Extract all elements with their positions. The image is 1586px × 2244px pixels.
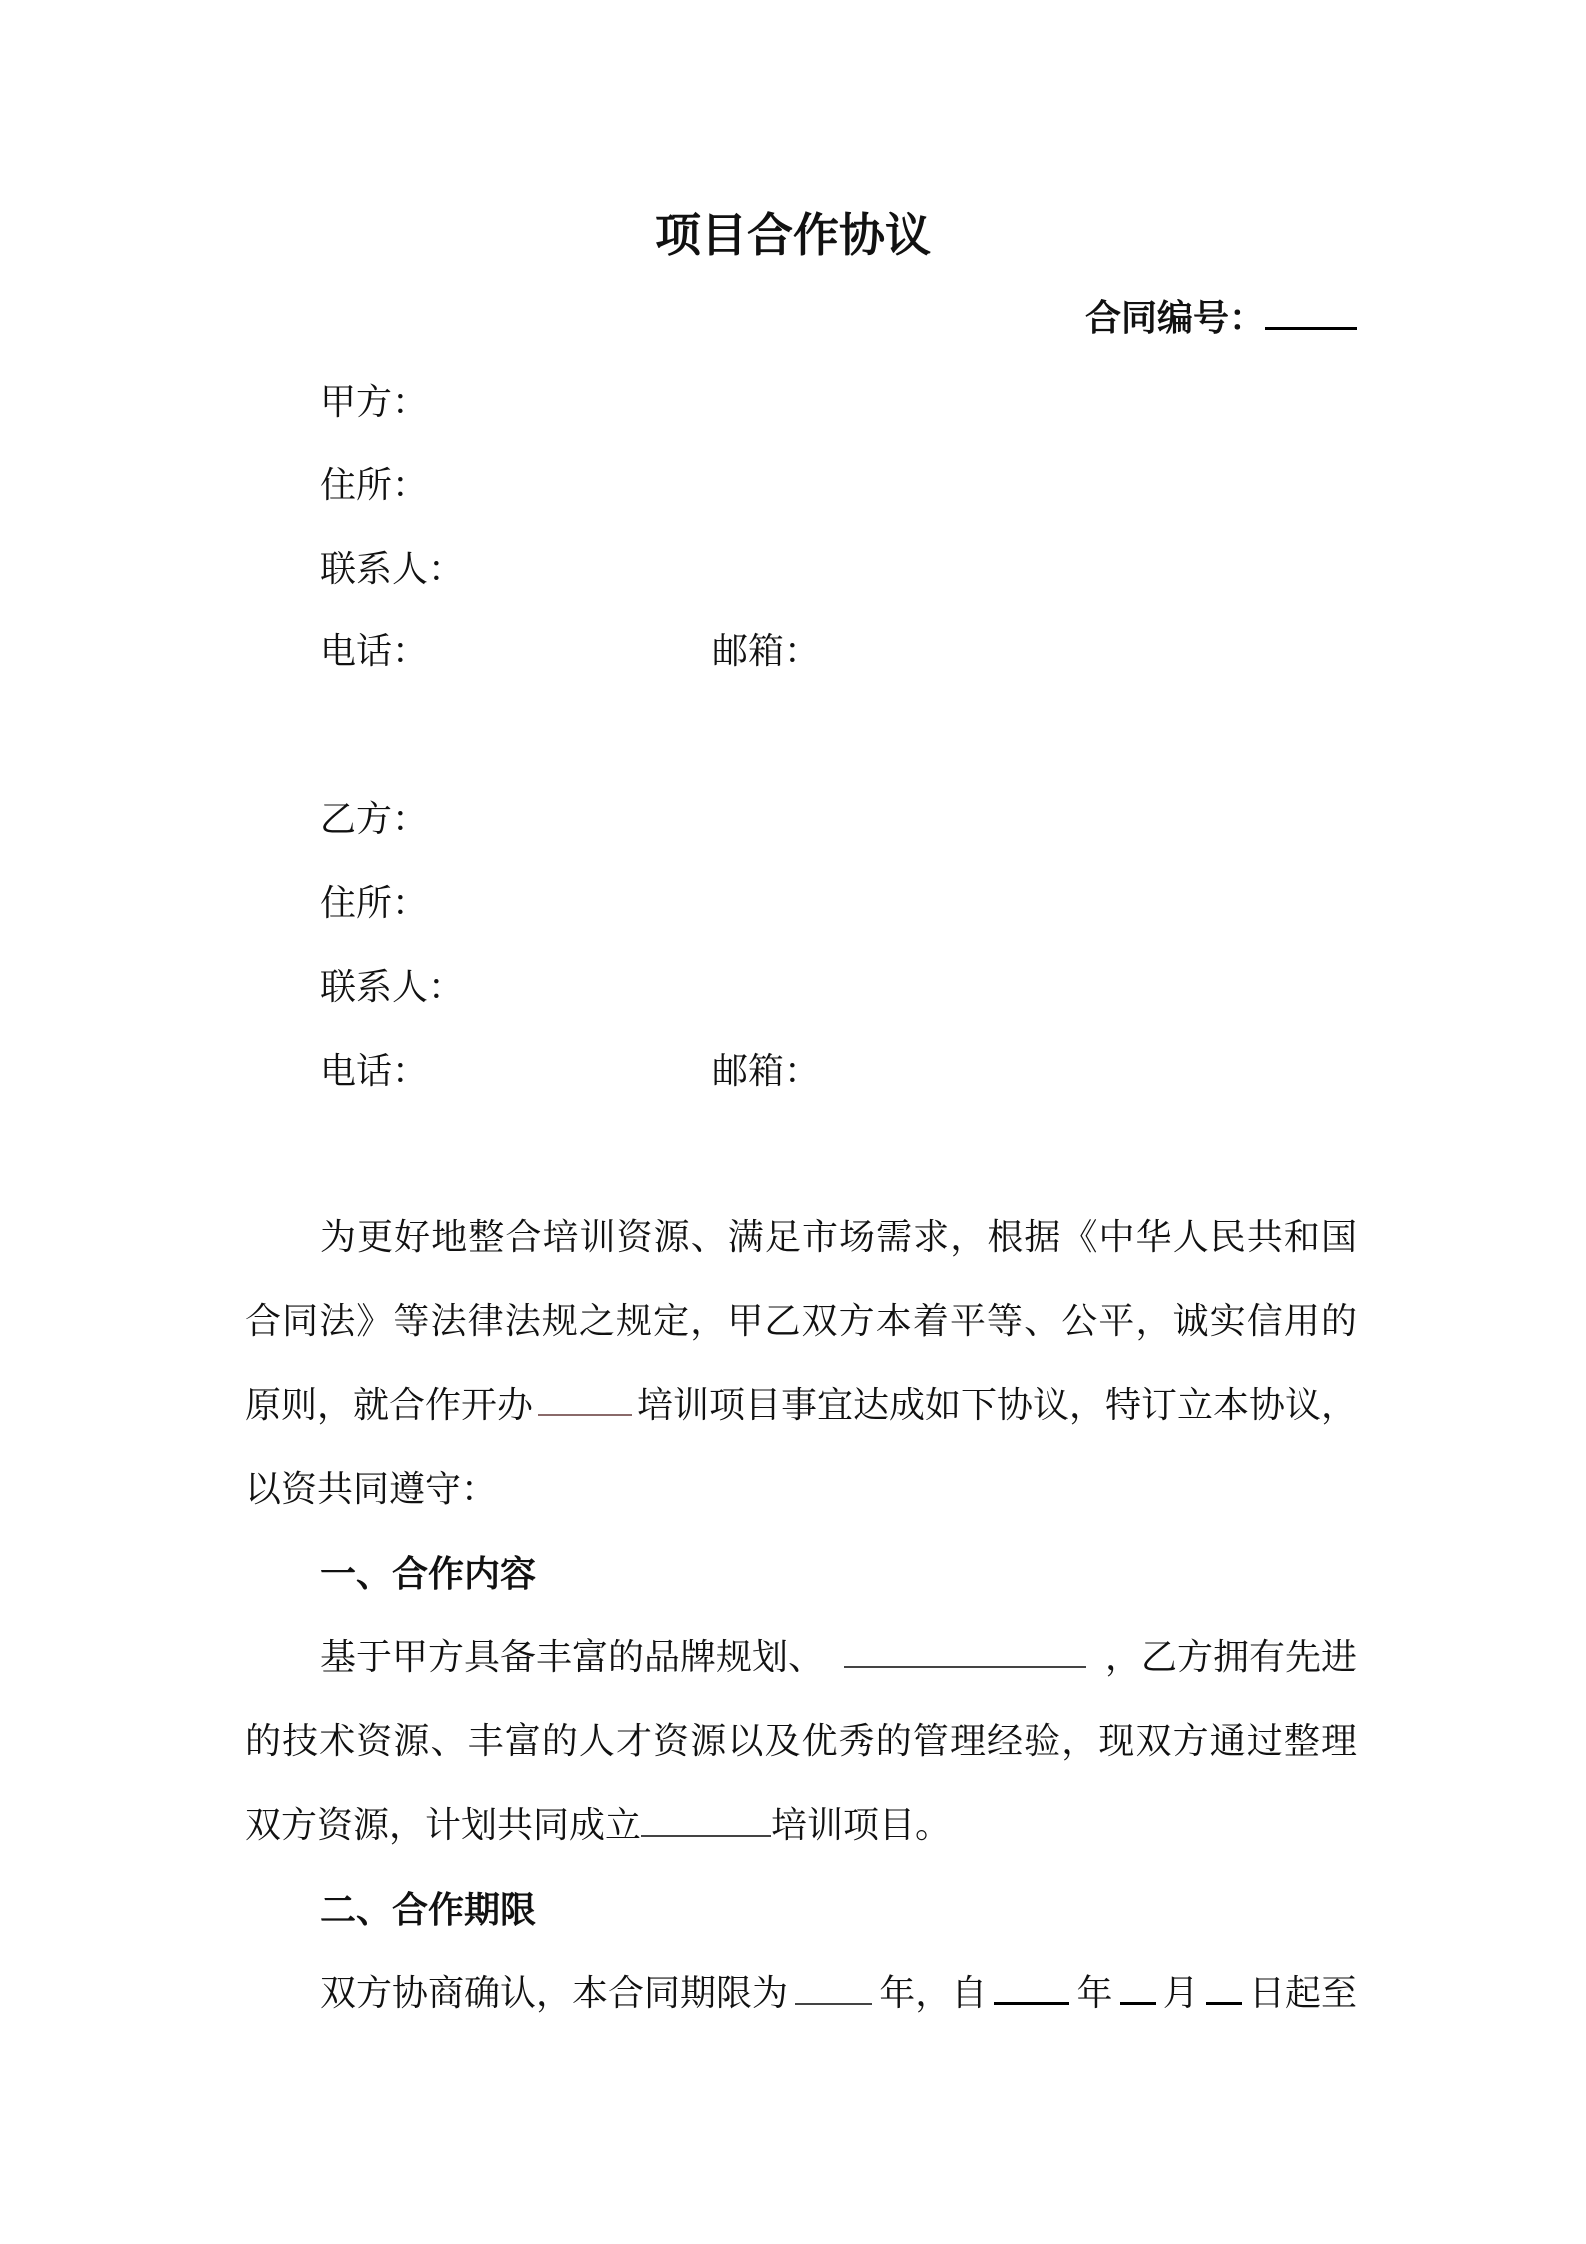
party-b-email-label: 邮箱： (712, 1051, 821, 1092)
section-2-line-1 (320, 1972, 1357, 2016)
party-b-phone-row (320, 1050, 1120, 1094)
section-1-line-3 (245, 1804, 951, 1848)
party-b-contact-label: 联系人： (320, 967, 465, 1008)
preamble-line-4: 以资共同遵守： (245, 1469, 498, 1510)
party-b-label: 乙方： (320, 799, 429, 840)
party-a-phone-label: 电话： (320, 631, 429, 672)
party-a-strength-blank[interactable] (844, 1636, 1086, 1668)
party-a-phone-row (320, 630, 1120, 674)
section-2-line-1b: 年，自 (879, 1973, 988, 2014)
preamble-line-3 (245, 1384, 1357, 1428)
party-a-contact-label: 联系人： (320, 549, 465, 590)
section-2-line-1d: 月 (1162, 1973, 1199, 2014)
contract-number-label: 合同编号： (1084, 297, 1265, 339)
section-2-line-1e: 日起至 (1248, 1973, 1357, 2014)
preamble-line-1: 为更好地整合培训资源、满足市场需求，根据《中华人民共和国 (320, 1217, 1357, 1258)
document-title: 项目合作协议 (655, 208, 931, 262)
party-a-email-label: 邮箱： (712, 631, 821, 672)
start-month-blank[interactable] (1120, 1972, 1156, 2005)
project-name-blank[interactable] (538, 1384, 632, 1416)
section-1-heading: 一、合作内容 (320, 1553, 537, 1595)
contract-number-blank[interactable] (1265, 297, 1357, 330)
section-1-line-1b: ，乙方拥有先进 (1104, 1637, 1357, 1678)
section-2-line-1c: 年 (1076, 1973, 1113, 2014)
section-1-line-2: 的技术资源、丰富的人才资源以及优秀的管理经验，现双方通过整理 (245, 1721, 1357, 1762)
section-1-line-3b: 培训项目。 (771, 1805, 952, 1846)
start-year-blank[interactable] (994, 1972, 1069, 2005)
party-a-label: 甲方： (320, 382, 429, 423)
section-2-line-1a: 双方协商确认，本合同期限为 (320, 1973, 789, 2014)
term-years-blank[interactable] (795, 1973, 872, 2005)
section-1-line-1 (320, 1636, 1357, 1680)
party-b-phone-label: 电话： (320, 1051, 429, 1092)
preamble-line-3a: 原则，就合作开办 (245, 1385, 534, 1426)
party-a-address-label: 住所： (320, 465, 429, 506)
contract-number (1085, 296, 1357, 340)
party-b-address-label: 住所： (320, 883, 429, 924)
start-day-blank[interactable] (1206, 1972, 1242, 2005)
section-1-line-3a: 双方资源，计划共同成立 (245, 1805, 642, 1846)
preamble-line-3b: 培训项目事宜达成如下协议，特订立本协议， (636, 1385, 1357, 1426)
section-1-line-1a: 基于甲方具备丰富的品牌规划、 (320, 1637, 825, 1678)
section-2-heading: 二、合作期限 (320, 1889, 537, 1931)
preamble-line-2: 合同法》等法律法规之规定，甲乙双方本着平等、公平，诚实信用的 (245, 1301, 1357, 1342)
training-project-blank[interactable] (641, 1805, 771, 1837)
